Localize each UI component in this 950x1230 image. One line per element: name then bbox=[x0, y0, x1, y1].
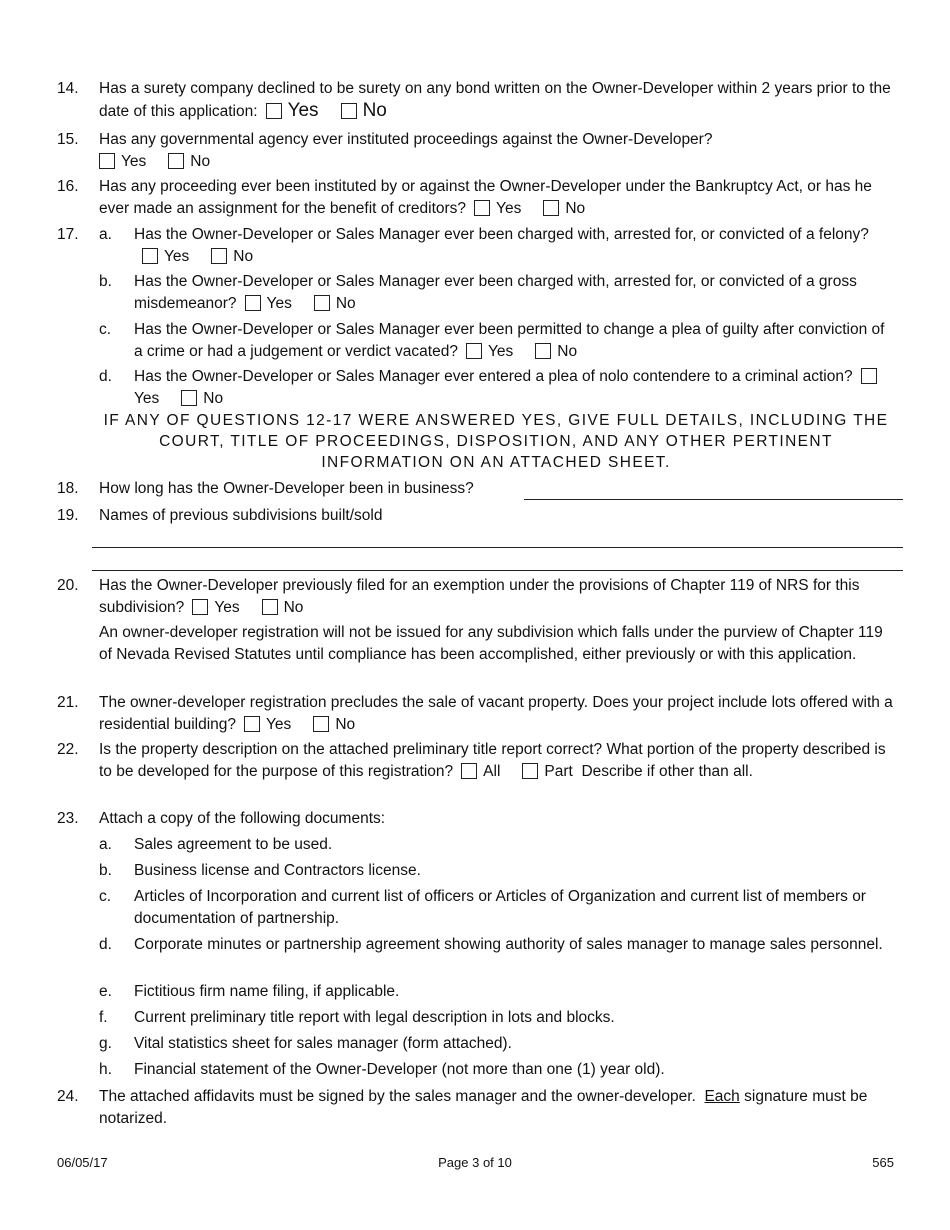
question-text: The owner-developer registration precludes the sale of vacant property. Does your project include lots offered with a residential building? bbox=[99, 694, 893, 733]
yes-checkbox[interactable] bbox=[861, 368, 877, 384]
no-label: No bbox=[283, 598, 304, 616]
question-text: How long has the Owner-Developer been in business? bbox=[99, 480, 474, 497]
sub-letter: d. bbox=[99, 368, 112, 385]
question-number: 22. bbox=[57, 741, 79, 758]
all-checkbox[interactable] bbox=[461, 763, 477, 779]
no-checkbox[interactable] bbox=[168, 153, 184, 169]
question-number: 21. bbox=[57, 694, 79, 711]
question-text: Has the Owner-Developer or Sales Manager ever entered a plea of nolo contendere to a criminal action? bbox=[134, 368, 853, 385]
yes-checkbox[interactable] bbox=[474, 200, 490, 216]
no-checkbox[interactable] bbox=[211, 248, 227, 264]
footer-form-number: 565 bbox=[872, 1155, 894, 1170]
no-checkbox[interactable] bbox=[543, 200, 559, 216]
no-checkbox[interactable] bbox=[313, 716, 329, 732]
form-page: 14. Has a surety company declined to be surety on any bond written on the Owner-Developer within 2 years prior to the date of this application: Yes No 15. Has any governmental agency ever instituted proceedings against the Owner-Developer? Yes No 16. Has any proceeding ever been instituted by or against the Owner-Developer under the Bankruptcy Act, or has he ever made an assignment for the benefit of creditors? Yes No 17. a. Has the Owner-Developer or Sales Manager ever been charged with, arrested for, or convicted of a felony?Yes No b. Has the Owner-Developer or Sales Manager ever been charged with, arrested for, or convicted of a gross misdemeanor? Yes No c. Has the Owner-Developer or Sales Manager ever been permitted to change a plea of guilty after conviction of a crime or had a judgement or verdict vacated? Yes No d. Has the Owner-Developer or Sales Manager ever entered a plea of nolo contendere to a criminal action?Yes No IF ANY OF QUESTIONS 12-17 WERE ANSWERED YES, GIVE FULL DETAILS, INCLUDING THE COURT, TITLE OF PROCEEDINGS, DISPOSITION, AND ANY OTHER PERTINENT INFORMATION ON AN ATTACHED SHEET. 18. How long has the Owner-Developer been in business? 19. Names of previous subdivisions built/sold 20. Has the Owner-Developer previously filed for an exemption under the provisions of Chapter 119 of NRS for this subdivision? Yes No An owner-developer registration will not be issued for any subdivision which falls under the purview of Chapter 119 of Nevada Revised Statutes until compliance has been accomplished, either previously or with this application. 21. The owner-developer registration precludes the sale of vacant property. Does your project include lots offered with a residential building? Yes No 22. Is the property description on the attached preliminary title report correct? What portion of the property described is to be developed for the purpose of this registration? All Part Describe if other than all. 23. Attach a copy of the following documents: a. Sales agreement to be used. b. Business license and Contractors license. c. Articles of Incorporation and current list of officers or Articles of Organization and current list of members or documentation of partnership. d. Corporate minutes or partnership agreement showing authority of sales manager to manage sales personnel. e. Fictitious firm name filing, if applicable. f. Current preliminary title report with legal description in lots and blocks. g. Vital statistics sheet for sales manager (form attached). h. Financial statement of the Owner-Developer (not more than one (1) year old). 24. The attached affidavits must be signed by the sales manager and the owner-developer. Each signature must be notarized. 06/05/17 Page 3 of 10 565 bbox=[0, 0, 950, 1230]
all-label: All bbox=[483, 762, 501, 780]
question-text: Has any governmental agency ever instituted proceedings against the Owner-Developer? bbox=[99, 131, 713, 148]
no-checkbox[interactable] bbox=[341, 103, 357, 119]
each-emphasis: Each bbox=[704, 1088, 740, 1105]
yes-label: Yes bbox=[266, 715, 292, 733]
no-label: No bbox=[557, 342, 578, 360]
question-number: 19. bbox=[57, 507, 79, 524]
question-number: 14. bbox=[57, 80, 79, 97]
no-label: No bbox=[203, 389, 224, 407]
no-label: No bbox=[565, 199, 586, 217]
question-text: Has any proceeding ever been instituted by or against the Owner-Developer under the Bankruptcy Act, or has he ever made an assignment for the benefit of creditors? bbox=[99, 178, 872, 217]
no-checkbox[interactable] bbox=[535, 343, 551, 359]
no-label: No bbox=[335, 294, 356, 312]
sub-letter: b. bbox=[99, 273, 112, 290]
no-checkbox[interactable] bbox=[314, 295, 330, 311]
subdivisions-field-line-1[interactable] bbox=[92, 547, 903, 548]
question-number: 20. bbox=[57, 577, 79, 594]
question-text: The attached affidavits must be signed by the sales manager and the owner-developer. bbox=[99, 1088, 696, 1105]
no-label: No bbox=[233, 247, 254, 265]
footer-date: 06/05/17 bbox=[57, 1155, 108, 1170]
question-text: Is the property description on the attached preliminary title report correct? What portion of the property described is to be developed for the purpose of this registration? bbox=[99, 741, 886, 780]
no-checkbox[interactable] bbox=[262, 599, 278, 615]
question-text: Has the Owner-Developer previously filed for an exemption under the provisions of Chapter 119 of NRS for this subdivision? bbox=[99, 577, 860, 616]
question-number: 24. bbox=[57, 1088, 79, 1105]
yes-label: Yes bbox=[487, 342, 514, 360]
yes-checkbox[interactable] bbox=[466, 343, 482, 359]
question-number: 16. bbox=[57, 178, 79, 195]
question-text: Has a surety company declined to be surety on any bond written on the Owner-Developer within 2 years prior to the date of this application: Yes No bbox=[99, 80, 891, 121]
question-text: Has the Owner-Developer or Sales Manager ever been charged with, arrested for, or convicted of a felony? bbox=[134, 226, 869, 243]
part-checkbox[interactable] bbox=[522, 763, 538, 779]
notice-text: IF ANY OF QUESTIONS 12-17 WERE ANSWERED YES, GIVE FULL DETAILS, INCLUDING THE COURT, TITLE OF PROCEEDINGS, DISPOSITION, AND ANY OTHER PERTINENT INFORMATION ON AN ATTACHED SHEET. bbox=[103, 412, 889, 471]
question-number: 18. bbox=[57, 480, 79, 497]
sub-letter: c. bbox=[99, 321, 112, 338]
question-number: 15. bbox=[57, 131, 79, 148]
question-text: Attach a copy of the following documents: bbox=[99, 810, 386, 827]
no-checkbox[interactable] bbox=[181, 390, 197, 406]
business-duration-field[interactable] bbox=[524, 499, 903, 500]
yes-checkbox[interactable] bbox=[142, 248, 158, 264]
yes-checkbox[interactable] bbox=[245, 295, 261, 311]
yes-label: Yes bbox=[134, 389, 160, 407]
question-text: Has the Owner-Developer or Sales Manager ever been permitted to change a plea of guilty after conviction of a crime or had a judgement or verdict vacated? bbox=[134, 321, 885, 360]
subdivisions-field-line-2[interactable] bbox=[92, 570, 903, 571]
no-label: No bbox=[335, 715, 356, 733]
question-text: Names of previous subdivisions built/sold bbox=[99, 507, 383, 524]
yes-checkbox[interactable] bbox=[99, 153, 115, 169]
describe-text: Describe if other than all. bbox=[581, 762, 753, 780]
yes-label: Yes bbox=[214, 598, 240, 616]
q20-note: An owner-developer registration will not be issued for any subdivision which falls under the purview of Chapter 119 of Nevada Revised Statutes until compliance has been accomplished, either previously or with this application. bbox=[99, 624, 883, 663]
part-label: Part bbox=[544, 762, 573, 780]
yes-label: Yes bbox=[121, 152, 147, 170]
footer-page-number: Page 3 of 10 bbox=[438, 1155, 512, 1170]
question-number: 23. bbox=[57, 810, 79, 827]
question-text: Has the Owner-Developer or Sales Manager ever been charged with, arrested for, or convicted of a gross misdemeanor? bbox=[134, 273, 857, 312]
yes-label: Yes bbox=[266, 294, 292, 312]
yes-label: Yes bbox=[287, 99, 319, 121]
yes-checkbox[interactable] bbox=[244, 716, 260, 732]
no-label: No bbox=[362, 99, 387, 121]
sub-letter: a. bbox=[99, 226, 112, 243]
question-number: 17. bbox=[57, 226, 79, 243]
yes-checkbox[interactable] bbox=[266, 103, 282, 119]
yes-label: Yes bbox=[164, 247, 190, 265]
yes-checkbox[interactable] bbox=[192, 599, 208, 615]
yes-label: Yes bbox=[496, 199, 522, 217]
no-label: No bbox=[190, 152, 211, 170]
